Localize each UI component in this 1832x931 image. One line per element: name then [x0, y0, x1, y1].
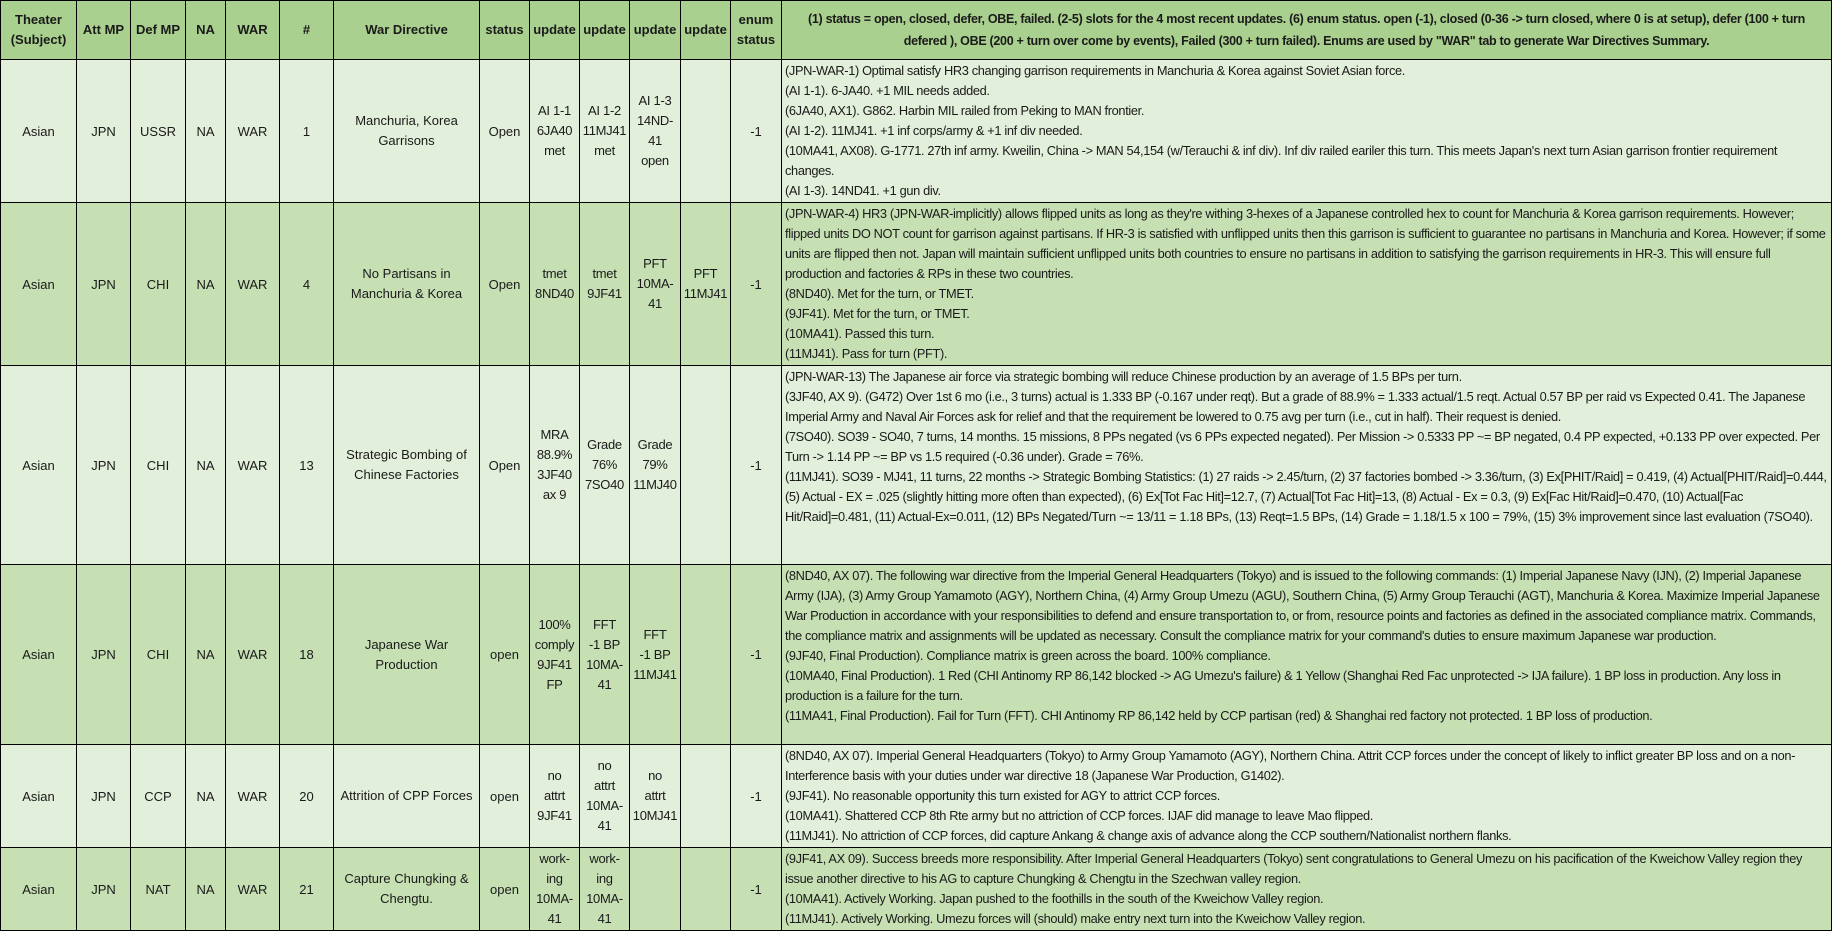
notes-cell[interactable] — [782, 366, 1832, 565]
war-cell[interactable]: WAR — [226, 60, 280, 203]
enum-status-cell[interactable]: -1 — [731, 60, 782, 203]
table-row — [1, 848, 1832, 931]
number-cell[interactable]: 13 — [280, 366, 334, 565]
note-line: (9JF40, Final Production). Compliance matrix is green across the board. 100% compliance. — [785, 648, 1271, 663]
update-cell-2[interactable]: Grade 76% 7SO40 — [580, 366, 630, 565]
update-cell-3[interactable]: Grade 79% 11MJ40 — [630, 366, 681, 565]
update-cell-1[interactable]: no attrt 9JF41 — [530, 745, 580, 848]
war-cell[interactable]: WAR — [226, 745, 280, 848]
war-cell[interactable]: WAR — [226, 565, 280, 745]
note-line: (JPN-WAR-4) HR3 (JPN-WAR-implicitly) allows flipped units as long as they're withing 3-hexes of a Japanese controlled hex to count for Manchuria & Korea garrison requirements. However; flipped units DO NOT count for garrison against partisans. If HR-3 is satisfied with unflipped units then this garrison is sufficient to guarantee no partisans in Manchuria and Korea. However; if some units are flipped then not. Japan will maintain sufficient unflipped units both countries to ensure no partisans in addition to satisfying the garrison requirements in HR-3. This will ensure full production and factories & RPs in these two countries. — [785, 206, 1826, 281]
war-cell[interactable]: WAR — [226, 848, 280, 931]
update-cell-3[interactable]: AI 1-3 14ND- 41 open — [630, 60, 681, 203]
update-cell-2[interactable]: tmet 9JF41 — [580, 203, 630, 366]
header-update-2[interactable]: update — [580, 1, 630, 60]
att-mp-cell[interactable]: JPN — [77, 565, 131, 745]
note-line: (3JF40, AX 9). (G472) Over 1st 6 mo (i.e., 3 turns) actual is 1.333 BP (-0.167 under reqt). But a grade of 88.9% = 1.333 actual/1.5 reqt. Actual 0.57 BP per raid vs Expected 0.41. The Japanese Imperial Army and Naval Air Forces ask for relief and that the requirement be lowered to 0.75 avg per turn (i.e., cut in half). Their request is denied. — [785, 389, 1806, 424]
header-na[interactable]: NA — [186, 1, 226, 60]
header-status[interactable]: status — [480, 1, 530, 60]
update-cell-1[interactable]: AI 1-1 6JA40 met — [530, 60, 580, 203]
theater-cell[interactable]: Asian — [1, 848, 77, 931]
update-cell-4[interactable] — [681, 745, 731, 848]
status-cell[interactable]: open — [480, 565, 530, 745]
notes-cell[interactable] — [782, 565, 1832, 745]
note-line: (AI 1-3). 14ND41. +1 gun div. — [785, 183, 941, 198]
note-line: (8ND40, AX 07). Imperial General Headquarters (Tokyo) to Army Group Yamamoto (AGY), Northern China. Attrit CCP forces under the concept of likely to inflict greater BP loss and on a non-Interference basis with your duties under war directive 18 (Japanese War Production, G1402). — [785, 748, 1796, 783]
header-number[interactable]: # — [280, 1, 334, 60]
theater-cell[interactable]: Asian — [1, 565, 77, 745]
update-cell-3[interactable]: PFT 10MA- 41 — [630, 203, 681, 366]
header-theater[interactable]: Theater (Subject) — [1, 1, 77, 60]
war-directive-cell[interactable]: No Partisans in Manchuria & Korea — [334, 203, 480, 366]
note-line: (JPN-WAR-1) Optimal satisfy HR3 changing garrison requirements in Manchuria & Korea against Soviet Asian force. — [785, 63, 1405, 78]
update-cell-2[interactable]: no attrt 10MA- 41 — [580, 745, 630, 848]
enum-status-cell[interactable]: -1 — [731, 745, 782, 848]
note-line: (11MJ41). Pass for turn (PFT). — [785, 346, 948, 361]
note-line: (11MJ41). Actively Working. Umezu forces will (should) make entry next turn into the Kweichow Valley region. — [785, 911, 1366, 926]
update-cell-1[interactable]: MRA 88.9% 3JF40 ax 9 — [530, 366, 580, 565]
status-cell[interactable]: Open — [480, 60, 530, 203]
status-cell[interactable]: open — [480, 848, 530, 931]
note-line: (AI 1-1). 6-JA40. +1 MIL needs added. — [785, 83, 990, 98]
def-mp-cell[interactable]: CHI — [131, 203, 186, 366]
header-enum-status[interactable]: enum status — [731, 1, 782, 60]
number-cell[interactable]: 1 — [280, 60, 334, 203]
table-row — [1, 565, 1832, 745]
note-line: (6JA40, AX1). G862. Harbin MIL railed from Peking to MAN frontier. — [785, 103, 1145, 118]
note-line: (10MA41, AX08). G-1771. 27th inf army. Kweilin, China -> MAN 54,154 (w/Terauchi & inf div). Inf div railed eariler this turn. This meets Japan's next turn Asian garrison frontier requirement changes. — [785, 143, 1778, 178]
header-update-4[interactable]: update — [681, 1, 731, 60]
header-notes[interactable]: (1) status = open, closed, defer, OBE, failed. (2-5) slots for the 4 most recent updates. (6) enum status. open (-1), closed (0-36 -> turn closed, where 0 is at setup), defer (100 + turn defered ), OBE (200 + turn over come by events), Failed (300 + turn failed). Enums are used by "WAR" tab to generate War Directives Summary. — [782, 1, 1832, 60]
war-directive-cell[interactable]: Japanese War Production — [334, 565, 480, 745]
number-cell[interactable]: 4 — [280, 203, 334, 366]
table-row — [1, 745, 1832, 848]
def-mp-cell[interactable]: CHI — [131, 366, 186, 565]
update-cell-4[interactable] — [681, 60, 731, 203]
update-cell-3[interactable]: FFT -1 BP 11MJ41 — [630, 565, 681, 745]
att-mp-cell[interactable]: JPN — [77, 60, 131, 203]
note-line: (11MJ41). No attriction of CCP forces, did capture Ankang & change axis of advance along the CCP southern/Nationalist northern flanks. — [785, 828, 1512, 843]
theater-cell[interactable]: Asian — [1, 366, 77, 565]
att-mp-cell[interactable]: JPN — [77, 745, 131, 848]
def-mp-cell[interactable]: CCP — [131, 745, 186, 848]
theater-cell[interactable]: Asian — [1, 60, 77, 203]
na-cell[interactable]: NA — [186, 848, 226, 931]
note-line: (JPN-WAR-13) The Japanese air force via strategic bombing will reduce Chinese production by an average of 1.5 BPs per turn. — [785, 369, 1462, 384]
status-cell[interactable]: open — [480, 745, 530, 848]
header-row — [1, 1, 1832, 60]
enum-status-cell[interactable]: -1 — [731, 366, 782, 565]
update-cell-1[interactable]: 100% comply 9JF41 FP — [530, 565, 580, 745]
update-cell-1[interactable]: work- ing 10MA- 41 — [530, 848, 580, 931]
note-line: (11MA41, Final Production). Fail for Turn (FFT). CHI Antinomy RP 86,142 held by CCP partisan (red) & Shanghai red factory not protected. 1 BP loss of production. — [785, 708, 1653, 723]
update-cell-3[interactable] — [630, 848, 681, 931]
table-row — [1, 203, 1832, 366]
war-directive-cell[interactable]: Strategic Bombing of Chinese Factories — [334, 366, 480, 565]
table-row — [1, 366, 1832, 565]
enum-status-cell[interactable]: -1 — [731, 848, 782, 931]
war-cell[interactable]: WAR — [226, 366, 280, 565]
enum-status-cell[interactable]: -1 — [731, 203, 782, 366]
war-cell[interactable]: WAR — [226, 203, 280, 366]
notes-cell[interactable] — [782, 203, 1832, 366]
header-def-mp[interactable]: Def MP — [131, 1, 186, 60]
status-cell[interactable]: Open — [480, 203, 530, 366]
note-line: (8ND40). Met for the turn, or TMET. — [785, 286, 974, 301]
war-directive-cell[interactable]: Manchuria, Korea Garrisons — [334, 60, 480, 203]
update-cell-4[interactable] — [681, 366, 731, 565]
na-cell[interactable]: NA — [186, 565, 226, 745]
war-directive-cell[interactable]: Attrition of CPP Forces — [334, 745, 480, 848]
def-mp-cell[interactable]: CHI — [131, 565, 186, 745]
na-cell[interactable]: NA — [186, 60, 226, 203]
note-line: (9JF41). No reasonable opportunity this turn existed for AGY to attrict CCP forces. — [785, 788, 1220, 803]
update-cell-3[interactable]: no attrt 10MJ41 — [630, 745, 681, 848]
att-mp-cell[interactable]: JPN — [77, 366, 131, 565]
update-cell-2[interactable]: FFT -1 BP 10MA- 41 — [580, 565, 630, 745]
table-row — [1, 60, 1832, 203]
note-line: (9JF41, AX 09). Success breeds more responsibility. After Imperial General Headquarters (Tokyo) sent congratulations to General Umezu on his pacification of the Kweichow Valley region they issue another directive to his AG to capture Chungking & Chengtu in the Szechwan valley region. — [785, 851, 1803, 886]
note-line: (10MA41). Actively Working. Japan pushed to the foothills in the south of the Kweichow Valley region. — [785, 891, 1324, 906]
note-line: (10MA41). Passed this turn. — [785, 326, 935, 341]
notes-cell[interactable] — [782, 745, 1832, 848]
note-line: (AI 1-2). 11MJ41. +1 inf corps/army & +1 inf div needed. — [785, 123, 1083, 138]
war-directive-cell[interactable]: Capture Chungking & Chengtu. — [334, 848, 480, 931]
update-cell-1[interactable]: tmet 8ND40 — [530, 203, 580, 366]
def-mp-cell[interactable]: NAT — [131, 848, 186, 931]
number-cell[interactable]: 21 — [280, 848, 334, 931]
na-cell[interactable]: NA — [186, 366, 226, 565]
update-cell-4[interactable] — [681, 565, 731, 745]
att-mp-cell[interactable]: JPN — [77, 848, 131, 931]
header-update-3[interactable]: update — [630, 1, 681, 60]
header-war[interactable]: WAR — [226, 1, 280, 60]
number-cell[interactable]: 18 — [280, 565, 334, 745]
note-line: (8ND40, AX 07). The following war directive from the Imperial General Headquarters (Tokyo) and is issued to the following commands: (1) Imperial Japanese Navy (IJN), (2) Imperial Japanese Army (IJA), (3) Army Group Yamamoto (AGY), Northern China, (4) Army Group Umezu (AGU), Southern China, (5) Army Group Terauchi (AGT), Manchuria & Korea. Maximize Imperial Japanese War Production in accordance with your responsibilities to defend and ensure transportation to, or from, resource points and factories as defined in the associated compliance matrix. Commands, the compliance matrix and assignments will be updated as necessary. Consult the compliance matrix for your command's duties to ensure maximum Japanese war production. — [785, 568, 1820, 643]
header-att-mp[interactable]: Att MP — [77, 1, 131, 60]
note-line: (11MJ41). SO39 - MJ41, 11 turns, 22 months -> Strategic Bombing Statistics: (1) 27 raids -> 2.45/turn, (2) 37 factories bombed -> 3.36/turn, (3) Ex[PHIT/Raid] = 0.419, (4) Actual[PHIT/Raid]=0.444, (5) Actual - EX = .025 (slightly hitting more often than expected), (6) Ex[Tot Fac Hit]=12.7, (7) Actual[Tot Fac Hit]=13, (8) Actual - Ex = 0.3, (9) Ex[Fac Hit/Raid]=0.470, (10) Actual[Fac Hit/Raid]=0.481, (11) Actual-Ex=0.011, (12) BPs Negated/Turn ~= 13/11 = 1.18 BPs, (13) Reqt=1.5 BPs, (14) Grade = 1.18/1.5 x 100 = 79%, (15) 3% improvement since last evaluation (7SO40). — [785, 469, 1827, 524]
status-cell[interactable]: Open — [480, 366, 530, 565]
note-line: (10MA41). Shattered CCP 8th Rte army but no attriction of CCP forces. IJAF did manage to leave Mao flipped. — [785, 808, 1374, 823]
notes-cell[interactable] — [782, 60, 1832, 203]
enum-status-cell[interactable]: -1 — [731, 565, 782, 745]
theater-cell[interactable]: Asian — [1, 745, 77, 848]
theater-cell[interactable]: Asian — [1, 203, 77, 366]
header-war-directive[interactable]: War Directive — [334, 1, 480, 60]
table-body — [1, 60, 1832, 931]
update-cell-4[interactable]: PFT 11MJ41 — [681, 203, 731, 366]
na-cell[interactable]: NA — [186, 745, 226, 848]
att-mp-cell[interactable]: JPN — [77, 203, 131, 366]
number-cell[interactable]: 20 — [280, 745, 334, 848]
update-cell-2[interactable]: AI 1-2 11MJ41 met — [580, 60, 630, 203]
notes-cell[interactable] — [782, 848, 1832, 931]
update-cell-4[interactable] — [681, 848, 731, 931]
def-mp-cell[interactable]: USSR — [131, 60, 186, 203]
note-line: (9JF41). Met for the turn, or TMET. — [785, 306, 970, 321]
note-line: (7SO40). SO39 - SO40, 7 turns, 14 months. 15 missions, 8 PPs negated (vs 6 PPs expected negated). Per Mission -> 0.5333 PP ~= BP negated, 0.4 PP expected, +0.133 PP over expected. Per Turn -> 1.14 PP ~= BP vs 1.5 required (-0.36 under). Grade = 76%. — [785, 429, 1820, 464]
header-update-1[interactable]: update — [530, 1, 580, 60]
note-line: (10MA40, Final Production). 1 Red (CHI Antinomy RP 86,142 blocked -> AG Umezu's failure) & 1 Yellow (Shanghai Red Fac unprotected -> IJA failure). 1 BP loss in production. Any loss in production is a failure for the turn. — [785, 668, 1781, 703]
update-cell-2[interactable]: work- ing 10MA- 41 — [580, 848, 630, 931]
na-cell[interactable]: NA — [186, 203, 226, 366]
